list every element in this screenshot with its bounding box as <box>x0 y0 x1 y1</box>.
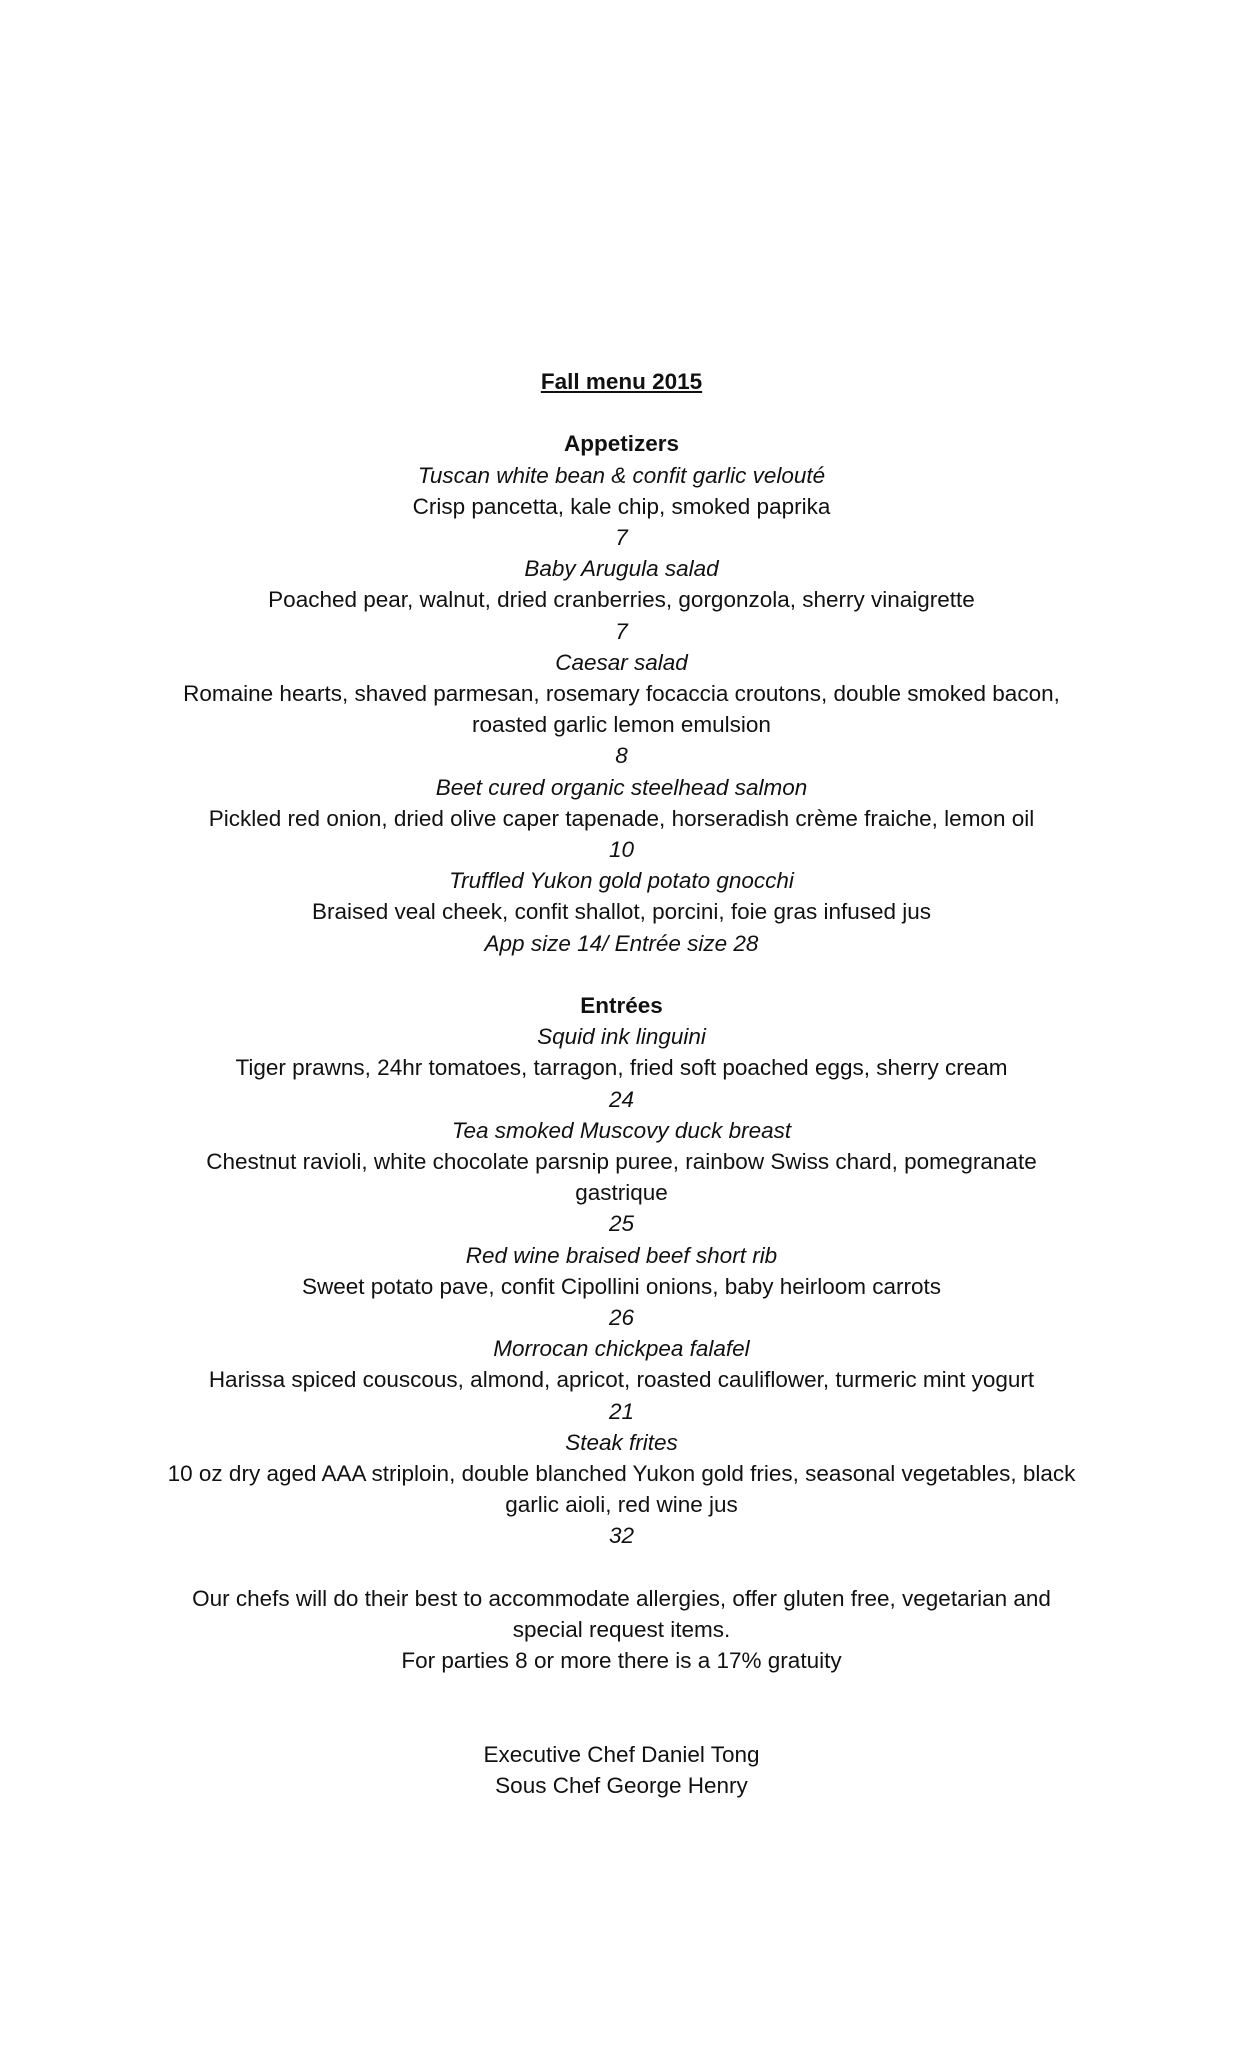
dish-description: Sweet potato pave, confit Cipollini onions, baby heirloom carrots <box>301 1273 942 1299</box>
dish-price: 24 <box>608 1086 635 1112</box>
dish-price: 8 <box>615 743 628 769</box>
dish-name: Caesar salad <box>555 649 688 675</box>
dish-description: Harissa spiced couscous, almond, apricot, roasted cauliflower, turmeric mint yogurt <box>208 1367 1035 1393</box>
dish-price: 7 <box>615 618 628 644</box>
dish-description: 10 oz dry aged AAA striploin, double blanched Yukon gold fries, seasonal vegetables, black <box>167 1461 1076 1487</box>
menu-title: Fall menu 2015 <box>540 369 703 394</box>
dish-description: Romaine hearts, shaved parmesan, rosemary focaccia croutons, double smoked bacon, <box>183 681 1060 707</box>
spacer <box>0 1552 1243 1583</box>
spacer <box>0 959 1243 990</box>
dish-name: Tea smoked Muscovy duck breast <box>451 1117 792 1143</box>
dish-description: Tiger prawns, 24hr tomatoes, tarragon, fried soft poached eggs, sherry cream <box>235 1055 1008 1081</box>
allergy-note: Our chefs will do their best to accommodate allergies, offer gluten free, vegetarian and <box>192 1585 1051 1611</box>
executive-chef: Executive Chef Daniel Tong <box>483 1741 760 1767</box>
spacer <box>0 1676 1243 1738</box>
dish-price: 10 <box>608 837 635 863</box>
dish-name: Red wine braised beef short rib <box>465 1242 778 1268</box>
dish-name: Tuscan white bean & confit garlic velouté <box>417 462 826 488</box>
dish-description: roasted garlic lemon emulsion <box>472 712 771 738</box>
dish-description: Chestnut ravioli, white chocolate parsnip puree, rainbow Swiss chard, pomegranate <box>206 1149 1037 1175</box>
dish-price: 7 <box>615 525 628 550</box>
dish-name: Steak frites <box>565 1429 678 1455</box>
sous-chef: Sous Chef George Henry <box>495 1773 748 1799</box>
dish-description: garlic aioli, red wine jus <box>505 1492 738 1518</box>
dish-name: Baby Arugula salad <box>524 556 719 582</box>
dish-name: Squid ink linguini <box>537 1024 706 1050</box>
dish-price: 21 <box>608 1398 635 1424</box>
dish-price: 26 <box>608 1305 635 1331</box>
menu-page <box>0 366 1243 1801</box>
dish-description: Braised veal cheek, confit shallot, porcini, foie gras infused jus <box>311 899 932 925</box>
dish-name: Truffled Yukon gold potato gnocchi <box>449 868 794 894</box>
dish-name: Beet cured organic steelhead salmon <box>435 774 808 800</box>
dish-description: Crisp pancetta, kale chip, smoked paprika <box>412 493 831 519</box>
dish-name: Morrocan chickpea falafel <box>493 1336 750 1362</box>
section-heading-entrees: Entrées <box>580 993 663 1019</box>
dish-description: Poached pear, walnut, dried cranberries, gorgonzola, sherry vinaigrette <box>268 587 975 613</box>
dish-price: App size 14/ Entrée size 28 <box>484 930 759 956</box>
gratuity-note: For parties 8 or more there is a 17% gratuity <box>401 1648 842 1674</box>
dish-description: gastrique <box>575 1180 668 1206</box>
dish-price: 32 <box>608 1523 635 1549</box>
dish-price: 25 <box>608 1211 635 1237</box>
section-heading-appetizers: Appetizers <box>563 431 680 457</box>
dish-description: Pickled red onion, dried olive caper tapenade, horseradish crème fraiche, lemon oil <box>208 805 1035 831</box>
spacer <box>0 397 1243 428</box>
allergy-note: special request items. <box>512 1617 731 1643</box>
